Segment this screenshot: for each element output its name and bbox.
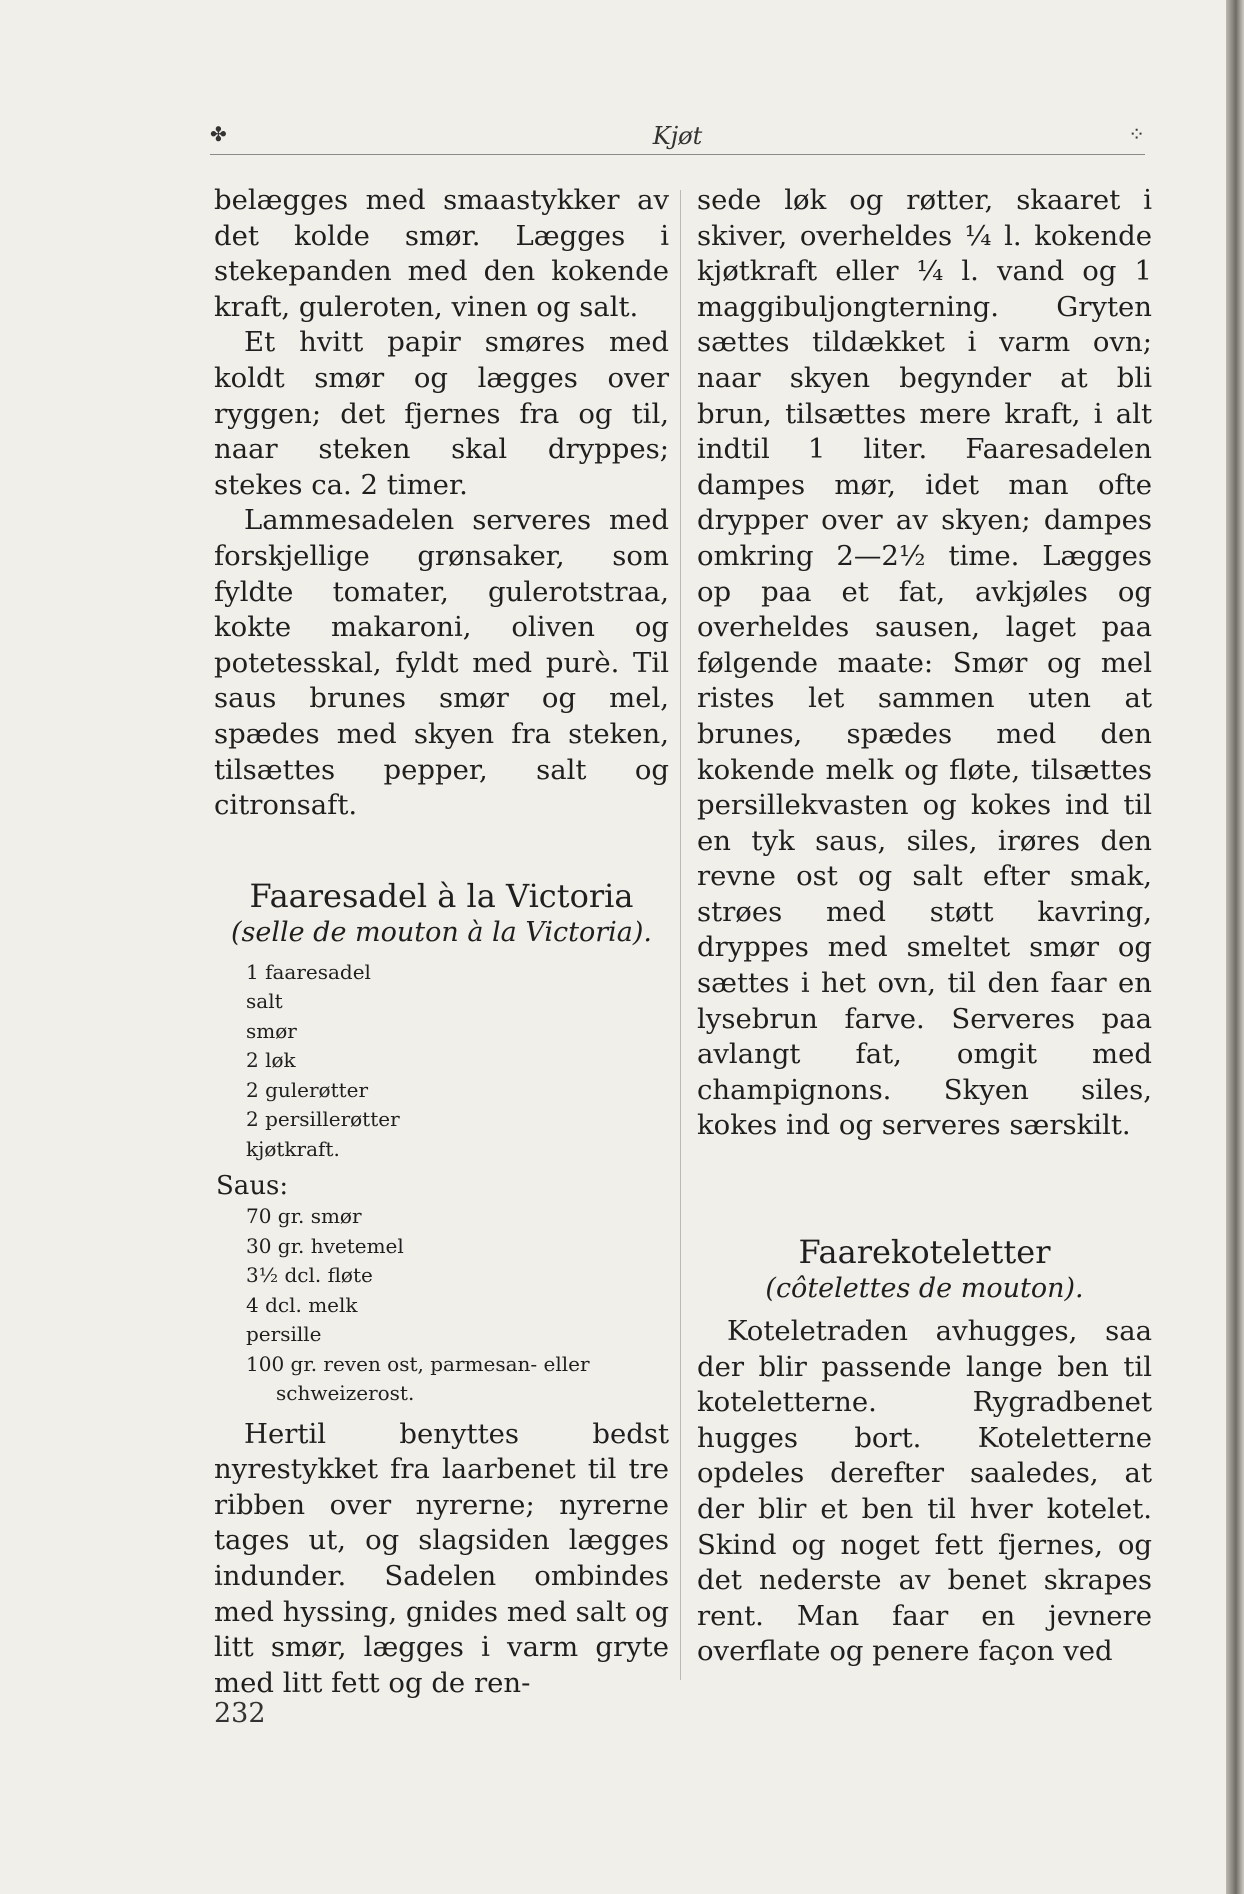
- ingredient-item: salt: [246, 989, 283, 1014]
- ingredient-list: [214, 958, 669, 1165]
- paragraph: Hertil benyttes bedst nyrestykket fra laarbenet til tre ribben over nyrerne; nyrerne tages ut, og slagsiden lægges indunder. Sadelen ombindes med hyssing, gnides med salt og litt smør, lægges i varm gryte med litt fett og de ren-: [214, 1417, 669, 1699]
- ornament-right-icon: ⁘: [1128, 122, 1145, 146]
- paragraph: belægges med smaastykker av det kolde smør. Lægges i stekepanden med den kokende kraft, guleroten, vinen og salt.: [214, 184, 669, 323]
- ingredient-item: 2 gulerøtter: [246, 1077, 369, 1102]
- paragraph: Koteletraden avhugges, saa der blir passende lange ben til koteletterne. Rygradbenet hugges bort. Koteletterne opdeles derefter saaledes, at der blir et ben til hver kotelet. Skind og noget fett fjernes, og det nederste av benet skrapes rent. Man faar en jevnere overflate og penere façon ved: [697, 1315, 1152, 1668]
- ingredient-item: 100 gr. reven ost, parmesan- eller schweizerost.: [246, 1351, 590, 1406]
- saus-label: Saus:: [216, 1171, 289, 1202]
- ingredient-item: 3½ dcl. fløte: [246, 1263, 373, 1288]
- ingredient-item: kjøtkraft.: [246, 1136, 340, 1161]
- ornament-left-icon: ✤: [210, 122, 227, 146]
- ingredient-item: 2 løk: [246, 1048, 296, 1073]
- left-column: [214, 183, 669, 1701]
- saus-ingredient-list: [214, 1202, 669, 1409]
- right-column: [697, 183, 1152, 1670]
- page-number: 232: [214, 1698, 266, 1729]
- recipe-subtitle: (côtelettes de mouton).: [765, 1273, 1084, 1305]
- ingredient-item: 4 dcl. melk: [246, 1292, 358, 1317]
- ingredient-item: 2 persillerøtter: [246, 1107, 400, 1132]
- ingredient-item: persille: [246, 1322, 322, 1347]
- paragraph: Lammesadelen serveres med forskjellige grønsaker, som fyldte tomater, gulerotstraa, kokte makaroni, oliven og potetesskal, fyldt med purè. Til saus brunes smør og mel, spædes med skyen fra steken, tilsættes pepper, salt og citronsaft.: [214, 504, 669, 822]
- paragraph: sede løk og røtter, skaaret i skiver, overheldes ¼ l. kokende kjøtkraft eller ¼ l. vand og 1 maggibuljongterning. Gryten sættes tildækket i varm ovn; naar skyen begynder at bli brun, tilsættes mere kraft, i alt indtil 1 liter. Faaresadelen dampes mør, idet man ofte drypper over av skyen; dampes omkring 2—2½ time. Lægges op paa et fat, avkjøles og overheldes sausen, laget paa følgende maate: Smør og mel ristes let sammen uten at brunes, spædes med den kokende melk og fløte, tilsættes persillekvasten og kokes ind til en tyk saus, siles, irøres den revne ost og salt efter smak, strøes med støtt kavring, dryppes med smeltet smør og sættes i het ovn, til den faar en lysebrun farve. Serveres paa avlangt fat, omgit med champignons. Skyen siles, kokes ind og serveres særskilt.: [697, 184, 1152, 1142]
- binding-edge: [1226, 0, 1244, 1894]
- recipe-title: Faaresadel à la Victoria: [249, 876, 634, 915]
- ingredient-item: 30 gr. hvetemel: [246, 1233, 404, 1258]
- ingredient-item: 70 gr. smør: [246, 1204, 362, 1229]
- recipe-subtitle: (selle de mouton à la Victoria).: [230, 916, 652, 948]
- column-divider: [680, 190, 681, 1680]
- recipe-title: Faarekoteletter: [798, 1233, 1051, 1272]
- running-title: Kjøt: [652, 122, 703, 150]
- paragraph: Et hvitt papir smøres med koldt smør og lægges over ryggen; det fjernes fra og til, naar steken skal dryppes; stekes ca. 2 timer.: [214, 326, 669, 501]
- ingredient-item: 1 faaresadel: [246, 959, 371, 984]
- ingredient-item: smør: [246, 1018, 297, 1043]
- running-header: [210, 122, 1145, 155]
